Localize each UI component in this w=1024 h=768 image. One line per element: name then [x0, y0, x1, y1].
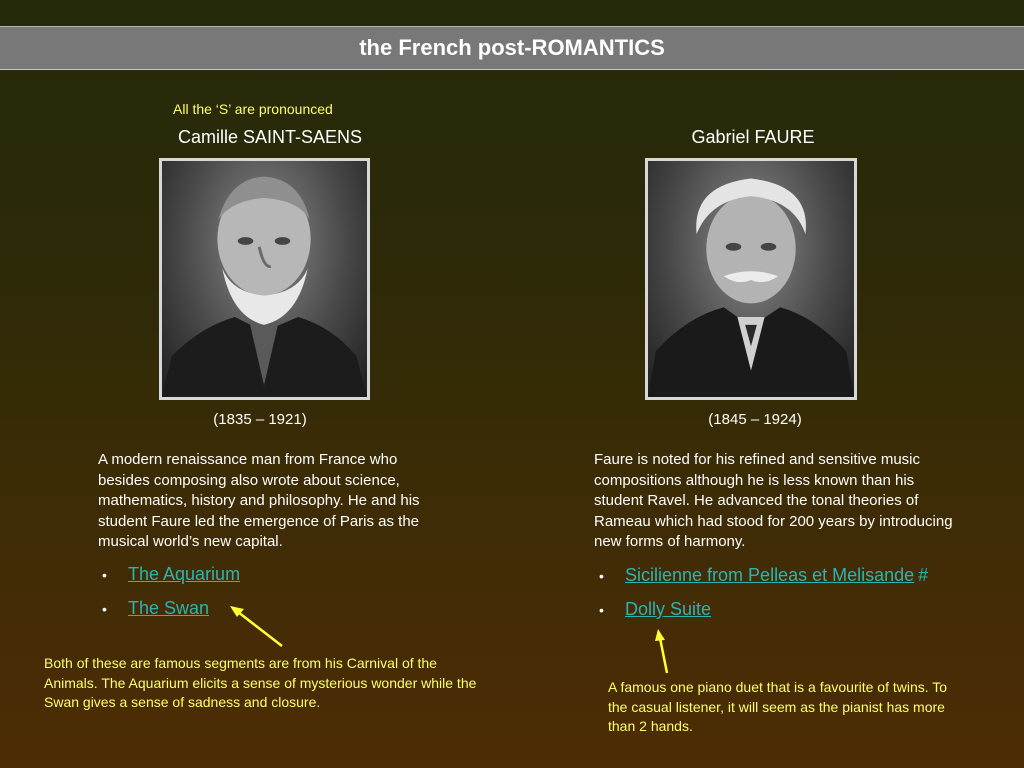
composer-description-saint-saens: A modern renaissance man from France who besides composing also wrote about science, mathematics, history and philosophy. He and his student Faure led the emergence of Paris as the musical world’s new capital.: [98, 451, 420, 550]
caption-carnival-of-the-animals: Both of these are famous segments are from his Carnival of the Animals. The Aquarium elicits a sense of mysterious wonder while the Swan gives a sense of sadness and closure.: [44, 655, 477, 710]
bullet-icon: •: [102, 567, 107, 583]
link-the-swan[interactable]: The Swan: [128, 598, 210, 618]
arrow-to-swan-icon: [220, 595, 300, 655]
composer-name-saint-saens: Camille SAINT-SAENS: [177, 127, 363, 147]
list-item: [597, 565, 997, 586]
slide-title: the French post-ROMANTICS: [359, 35, 665, 60]
list-item: [100, 564, 400, 585]
composer-dates-faure: (1845 – 1924): [708, 411, 802, 428]
link-dolly-suite[interactable]: Dolly Suite: [625, 599, 712, 619]
bullet-icon: •: [599, 568, 604, 584]
portrait-faure-image: [648, 161, 854, 397]
composer-name-faure: Gabriel FAURE: [691, 127, 815, 147]
pronunciation-note: All the ‘S’ are pronounced: [173, 101, 333, 117]
faure-link-list: [597, 565, 997, 620]
link-sicilienne[interactable]: Sicilienne from Pelleas et Melisande: [625, 565, 915, 585]
list-item: [597, 599, 997, 620]
caption-dolly-suite: A famous one piano duet that is a favourite of twins. To the casual listener, it will seem as the pianist has more than 2 hands.: [608, 679, 948, 734]
arrow-to-dolly-suite-icon: [648, 628, 678, 678]
composer-dates-saint-saens: (1835 – 1921): [213, 411, 307, 428]
title-bar: [0, 26, 1024, 70]
portrait-saint-saens-image: [162, 161, 367, 397]
portrait-saint-saens: [159, 158, 370, 400]
portrait-faure: [645, 158, 857, 400]
bullet-icon: •: [102, 601, 107, 617]
bullet-icon: •: [599, 602, 604, 618]
link-the-aquarium[interactable]: The Aquarium: [128, 564, 241, 584]
composer-description-faure: Faure is noted for his refined and sensitive music compositions although he is less known than his student Ravel. He advanced the tonal theories of Rameau which had stood for 200 years by introducing new forms of harmony.: [594, 451, 953, 550]
hash-marker: #: [918, 565, 929, 585]
